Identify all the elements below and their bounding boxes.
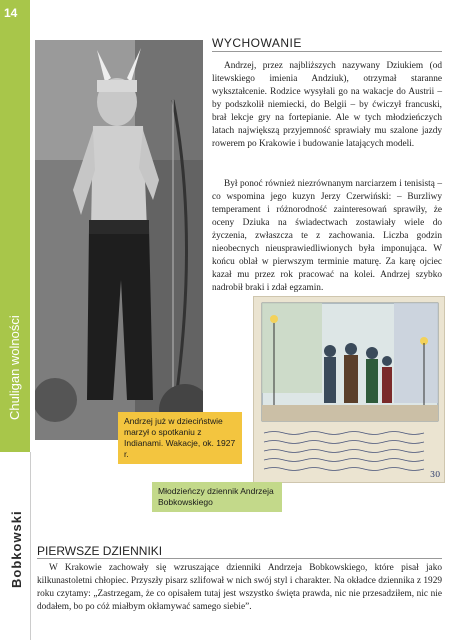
chapter-title-vertical: Chuligan wolności xyxy=(7,315,22,420)
diary-illustration xyxy=(254,297,444,482)
paragraph-text: Andrzej, przez najbliższych nazywany Dziukiem (od litewskiego imienia Andziuk), otrzymał staranne wykształcenie. Rodzice wysyłali go na wakacje do Austrii – by podszkolił niemiecki, do Belgii – by ćwiczył francuski, brał lekcje gry na fortepianie. Ale w tych młodzieńczych latach największą przyjemność sprawiały mu szalone jazdy rowerem po Krakowie i budowanie latających modeli. xyxy=(212,61,442,149)
section-heading-pierwsze-dzienniki: PIERWSZE DZIENNIKI xyxy=(37,544,163,558)
section-heading-wychowanie: WYCHOWANIE xyxy=(212,36,302,50)
page-number: 14 xyxy=(4,6,18,20)
paragraph-upbringing xyxy=(212,60,442,151)
paragraph-text: W Krakowie zachowały się wzruszające dzienniki Andrzeja Bobkowskiego, które pisał jako kilkunastoletni chłopiec. Przyszły pisarz szlifował w nich swój styl i charakter. Na okładce dziennika z 1929 roku czytamy: „Zastrzegam, że co opisałem tutaj jest wszystko święta prawda, nic nie przesadziłem, nic nie dodałem, bo po cóż miałbym okłamywać samego siebie”. xyxy=(37,563,442,612)
paragraph-diaries xyxy=(37,562,442,614)
paragraph-text: Był ponoć również niezrównanym narciarzem i tenisistą – co wspomina jego kuzyn Jerzy Czerwiński: – Burzliwy temperament i różnorodność zainteresowań sprawiły, że oceny Dziuka na świadectwach zostawiały wiele do życzenia, zwłaszcza te z zachowania. Liczba godzin nieobecnych nieusprawiedliwionych była imponująca. W końcu oblał w pierwszym terminie maturę. Za karę ojciec kazał mu przez rok pracować na kolei. Andrzej szybko nadrobił braki i zdał egzamin. xyxy=(212,179,442,293)
photo-caption: Andrzej już w dzieciństwie marzył o spotkaniu z Indianami. Wakacje, ok. 1927 r. xyxy=(118,412,242,464)
diary-caption: Młodzieńczy dziennik Andrzeja Bobkowskiego xyxy=(152,482,282,512)
boy-with-bow-photo xyxy=(35,40,203,440)
heading-divider xyxy=(37,558,442,559)
diary-page-image xyxy=(253,296,445,483)
diary-page-number: 30 xyxy=(430,470,441,479)
author-name-vertical: Bobkowski xyxy=(9,510,24,588)
paragraph-temperament xyxy=(212,178,442,295)
photo-illustration xyxy=(35,40,203,440)
heading-divider xyxy=(212,51,442,52)
rail-divider xyxy=(30,452,31,640)
